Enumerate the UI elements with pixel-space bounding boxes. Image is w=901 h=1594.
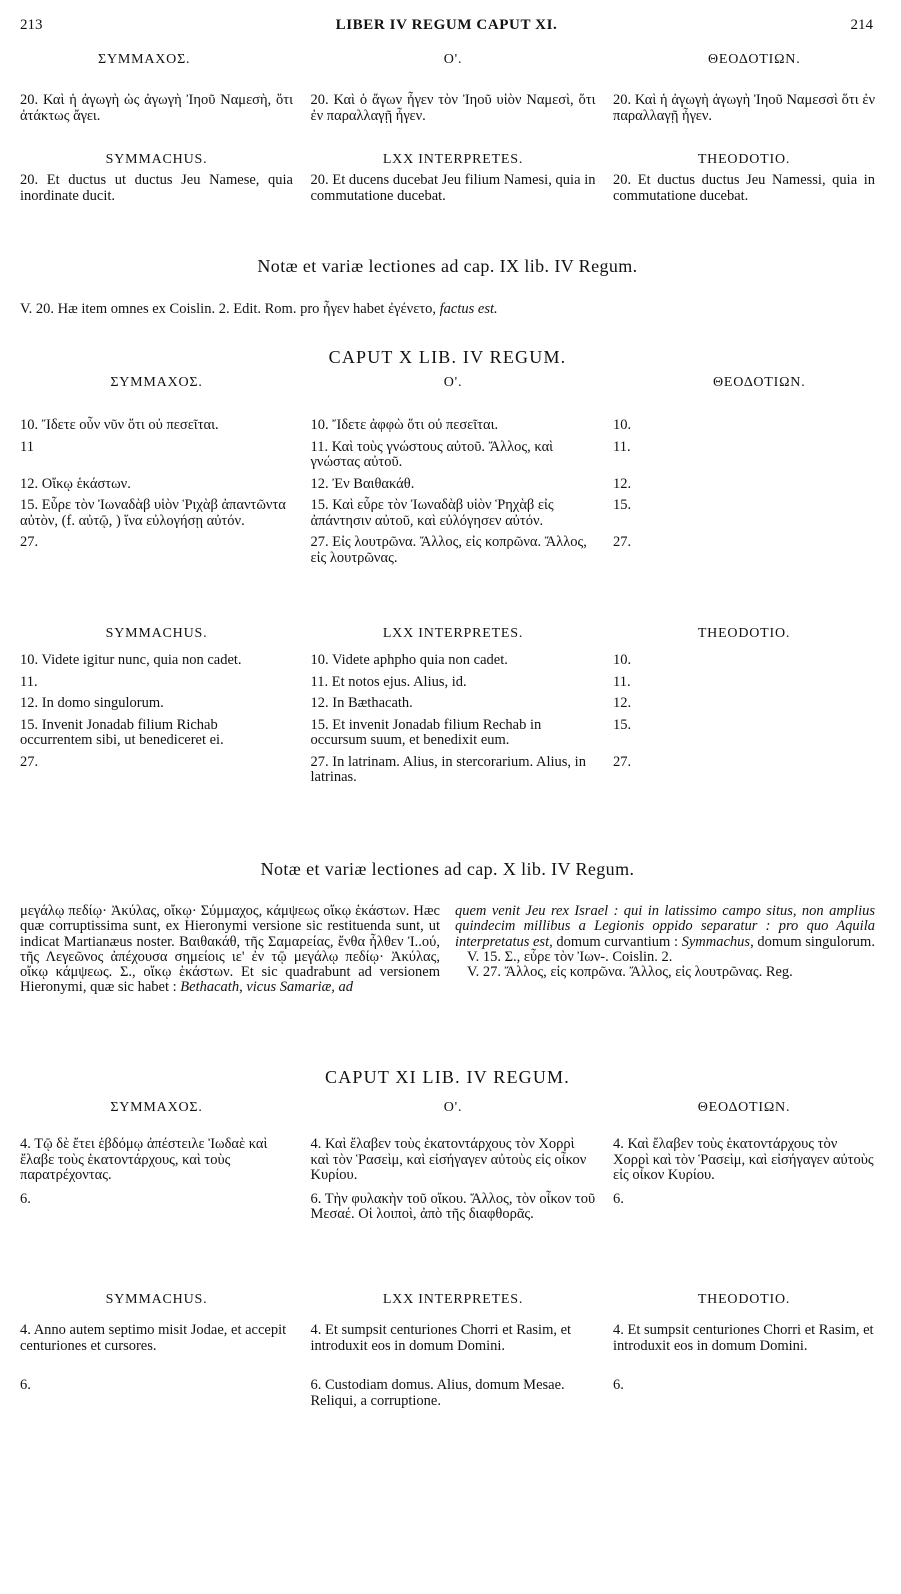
column-header: ΣΥΜΜΑΧΟΣ. xyxy=(110,375,203,390)
column-header: SYMMACHUS. xyxy=(105,1292,208,1307)
verse-row xyxy=(20,696,875,712)
cap-x-greek xyxy=(20,375,875,393)
verse-cell: 10. xyxy=(613,652,632,668)
note-line: V. 27. Ἄλλος, εἰς κοπρῶνα. Ἄλλος, εἰς λουτρῶνας. Reg. xyxy=(467,964,793,981)
verse-cell: 11. xyxy=(20,673,38,690)
verse-cell: 27. xyxy=(20,534,39,550)
verse-row xyxy=(20,1137,875,1184)
column-header: LXX INTERPRETES. xyxy=(382,1292,524,1307)
cap-ix-greek xyxy=(20,52,875,130)
verse-cell: 12. xyxy=(613,475,632,492)
column-header: ΣΥΜΜΑΧΟΣ. xyxy=(98,52,191,67)
verse-row xyxy=(20,755,875,786)
note-text-italic: quem venit Jeu rex Israel : qui in latissimo campo situs, non amplius quindecim millibus a Legionis oppido separatur : pro quo Aquila interpretatus est, xyxy=(455,903,875,950)
notes-title: Notæ et variæ lectiones ad cap. IX lib. IV Regum. xyxy=(257,256,638,276)
verse-text: 20. Et ducens ducebat Jeu filium Namesi, quia in commutatione ducebat. xyxy=(310,172,596,204)
column-header: ΘΕΟΔΟΤΙΩΝ. xyxy=(708,52,801,67)
verse-text: 20. Et ductus ut ductus Jeu Namese, quia inordinate ducit. xyxy=(20,172,293,204)
note-text-italic: factus est. xyxy=(439,301,498,317)
verse-cell: 4. Καὶ ἔλαβεν τοὺς ἑκατοντάρχους τὸν Χορρὶ καὶ τὸν Ῥασεὶμ, καὶ εἰσήγαγεν αὐτοὺς εἰς οἶκον Κυρίου. xyxy=(310,1136,587,1183)
verse-cell: 12. In domo singulorum. xyxy=(20,695,164,711)
verse-cell: 6. xyxy=(20,1377,31,1393)
note-text: , domum singulorum. xyxy=(750,933,875,950)
notes-title: Notæ et variæ lectiones ad cap. X lib. IV Regum. xyxy=(260,859,635,879)
note-text-italic: Symmachus xyxy=(681,933,751,950)
verse-cell: 10. Ἴδετε ἀφφὼ ὅτι οὐ πεσεῖται. xyxy=(310,417,499,433)
column-header: Ο'. xyxy=(443,52,463,67)
page-number-right: 214 xyxy=(850,17,873,33)
verse-cell: 6. xyxy=(613,1377,624,1393)
verse-cell: 27. xyxy=(613,753,632,770)
verse-cell: 15. Εὗρε τὸν Ἰωναδὰβ υἱὸν Ῥιχὰβ ἀπαντῶντα αὐτὸν, (f. αὐτῷ, ) ἵνα εὐλογήσῃ αὐτόν. xyxy=(20,497,286,529)
notes-left-column xyxy=(20,904,440,996)
verse-cell: 15. xyxy=(613,497,632,513)
cap-xi-greek-rows xyxy=(20,1137,875,1227)
verse-cell: 4. Καὶ ἔλαβεν τοὺς ἑκατοντάρχους τὸν Χορρὶ καὶ τὸν Ῥασεὶμ, καὶ εἰσήγαγεν αὐτοὺς εἰς οἶκον Κυρίου. xyxy=(613,1136,874,1183)
column-header: SYMMACHUS. xyxy=(105,626,208,641)
verse-cell: 15. Καὶ εὗρε τὸν Ἰωναδὰβ υἱὸν Ῥηχὰβ εἰς ἀπάντησιν αὐτοῦ, καὶ εὐλόγησεν αὐτόν. xyxy=(310,497,554,529)
verse-text: 20. Καὶ ἡ ἀγωγὴ ὡς ἀγωγὴ Ἰηοῦ Ναμεσὴ, ὅτι ἀτάκτως ἄγει. xyxy=(20,92,293,124)
verse-cell: 11. xyxy=(613,673,631,690)
verse-row xyxy=(20,718,875,749)
verse-cell: 6. xyxy=(20,1190,31,1207)
column-header: Ο'. xyxy=(443,1100,463,1115)
verse-cell: 12. xyxy=(613,695,632,711)
verse-cell: 27. xyxy=(20,753,39,770)
verse-cell: 4. Anno autem septimo misit Jodae, et accepit centuriones et cursores. xyxy=(20,1322,287,1354)
verse-cell: 11. Et notos ejus. Alius, id. xyxy=(310,673,467,690)
verse-cell: 12. Οἴκῳ ἑκάστων. xyxy=(20,475,131,492)
verse-row xyxy=(20,1192,875,1223)
verse-cell: 10. Videte igitur nunc, quia non cadet. xyxy=(20,652,242,668)
verse-row xyxy=(20,418,875,434)
cap-xi-latin-rows xyxy=(20,1323,875,1413)
verse-row xyxy=(20,498,875,529)
verse-cell: 27. In latrinam. Alius, in stercorarium. Alius, in latrinas. xyxy=(310,753,586,785)
column-header: SYMMACHUS. xyxy=(105,152,208,167)
verse-cell: 10. xyxy=(613,417,632,433)
verse-row xyxy=(20,1323,875,1354)
verse-text: 20. Καὶ ἡ ἀγωγὴ ἀγωγὴ Ἰηοῦ Ναμεσσὶ ὅτι ἐν παραλλαγῇ ἦγεν. xyxy=(613,92,875,124)
note-line: V. 15. Σ., εὗρε τὸν Ἰων-. Coislin. 2. xyxy=(467,948,673,965)
verse-cell: 4. Et sumpsit centuriones Chorri et Rasim, et introduxit eos in domum Domini. xyxy=(310,1322,572,1354)
verse-cell: 11 xyxy=(20,438,34,455)
note-text-italic: Bethacath, vicus Samariæ, ad xyxy=(176,979,354,996)
page-number-left: 213 xyxy=(20,17,43,33)
verse-cell: 10. Videte aphpho quia non cadet. xyxy=(310,652,508,668)
verse-cell: 11. xyxy=(613,438,631,455)
verse-row xyxy=(20,477,875,493)
verse-row xyxy=(20,535,875,566)
notes-columns xyxy=(20,904,875,996)
verse-row xyxy=(20,440,875,471)
verse-cell: 6. xyxy=(613,1190,624,1207)
column-header: ΘΕΟΔΟΤΙΩΝ. xyxy=(713,375,806,390)
verse-cell: 12. In Bæthacath. xyxy=(310,695,413,711)
verse-text: 20. Καὶ ὁ ἄγων ἦγεν τὸν Ἰηοῦ υἱὸν Ναμεσὶ, ὅτι ἐν παραλλαγῇ ἦγεν. xyxy=(310,92,596,124)
cap-xi-latin-headers xyxy=(20,1292,875,1310)
verse-cell: 4. Τῷ δὲ ἔτει ἑβδόμῳ ἀπέστειλε Ἰωδαὲ καὶ ἔλαβε τοὺς ἑκατοντάρχους, καὶ τοὺς παρατρέχοντας. xyxy=(20,1136,268,1183)
verse-cell: 10. Ἴδετε οὖν νῦν ὅτι οὐ πεσεῖται. xyxy=(20,417,219,433)
column-header: LXX INTERPRETES. xyxy=(382,152,524,167)
verse-row xyxy=(20,653,875,669)
note-line xyxy=(20,302,875,318)
verse-cell: 11. Καὶ τοὺς γνώστους αὐτοῦ. Ἄλλος, καὶ γνώστας αὐτοῦ. xyxy=(310,438,554,470)
cap-x-latin-rows xyxy=(20,653,875,790)
page-title: LIBER IV REGUM CAPUT XI. xyxy=(335,17,558,33)
chapter-title: CAPUT XI LIB. IV REGUM. xyxy=(325,1067,570,1087)
verse-cell: 12. Ἐν Βαιθακάθ. xyxy=(310,475,415,492)
running-head xyxy=(20,18,873,38)
column-header: ΘΕΟΔΟΤΙΩΝ. xyxy=(697,1100,791,1115)
verse-row xyxy=(20,1378,875,1409)
verse-cell: 4. Et sumpsit centuriones Chorri et Rasim, et introduxit eos in domum Domini. xyxy=(613,1322,874,1354)
verse-cell: 6. Custodiam domus. Alius, domum Mesae. Reliqui, a corruptione. xyxy=(310,1377,565,1409)
verse-text: 20. Et ductus ductus Jeu Namessi, quia in commutatione ducebat. xyxy=(613,172,875,204)
column-header: ΣΥΜΜΑΧΟΣ. xyxy=(110,1100,203,1115)
verse-row xyxy=(20,675,875,691)
verse-cell: 15. Et invenit Jonadab filium Rechab in occursum suum, et benedixit eum. xyxy=(310,716,542,748)
cap-x-greek-rows xyxy=(20,418,875,570)
note-text: V. 20. Hæ item omnes ex Coislin. 2. Edit. Rom. pro ἦγεν habet ἐγένετο, xyxy=(20,301,440,317)
chapter-title: CAPUT X LIB. IV REGUM. xyxy=(328,347,567,367)
verse-cell: 6. Τὴν φυλακὴν τοῦ οἴκου. Ἄλλος, τὸν οἶκον τοῦ Μεσαέ. Οἱ λοιποὶ, ἀπὸ τῆς διαφθορᾶς. xyxy=(310,1190,596,1222)
verse-cell: 15. xyxy=(613,716,632,733)
cap-x-latin-headers xyxy=(20,626,875,644)
note-text: domum curvantium : xyxy=(552,933,682,950)
cap-xi-greek-headers xyxy=(20,1100,875,1118)
verse-cell: 27. xyxy=(613,534,632,550)
cap-ix-latin xyxy=(20,152,875,210)
verse-cell: 15. Invenit Jonadab filium Richab occurrentem sibi, ut benediceret ei. xyxy=(20,716,224,748)
column-header: THEODOTIO. xyxy=(697,152,791,167)
column-header: Ο'. xyxy=(443,375,463,390)
note-text: μεγάλῳ πεδίῳ· Ἀκύλας, οἴκῳ· Σύμμαχος, κάμψεως οἴκῳ ἑκάστων. Hæc quæ corruptissima sunt, ex Hieronymi versione sic restituenda sunt, ut indicat Martianæus noster. Βαιθακάθ, τῆς Σαμαρείας, ἔνθα ἦλθεν Ἰ..ού, τῆς Λεγεῶνος ἀπέχουσα σημείοις ιε' ἐν τῷ μεγάλῳ πεδίῳ· Ἀκύλας, οἴκῳ κάμψεως. Σ., οἴκῳ ἑκάστων. Et sic quadrabunt ad versionem Hieronymi, quæ sic habet : xyxy=(20,903,440,996)
column-header: THEODOTIO. xyxy=(697,1292,791,1307)
column-header: LXX INTERPRETES. xyxy=(382,626,524,641)
column-header: THEODOTIO. xyxy=(697,626,791,641)
verse-cell: 27. Εἰς λουτρῶνα. Ἄλλος, εἰς κοπρῶνα. Ἄλλος, εἰς λουτρῶνας. xyxy=(310,534,587,566)
notes-right-column xyxy=(455,904,875,996)
